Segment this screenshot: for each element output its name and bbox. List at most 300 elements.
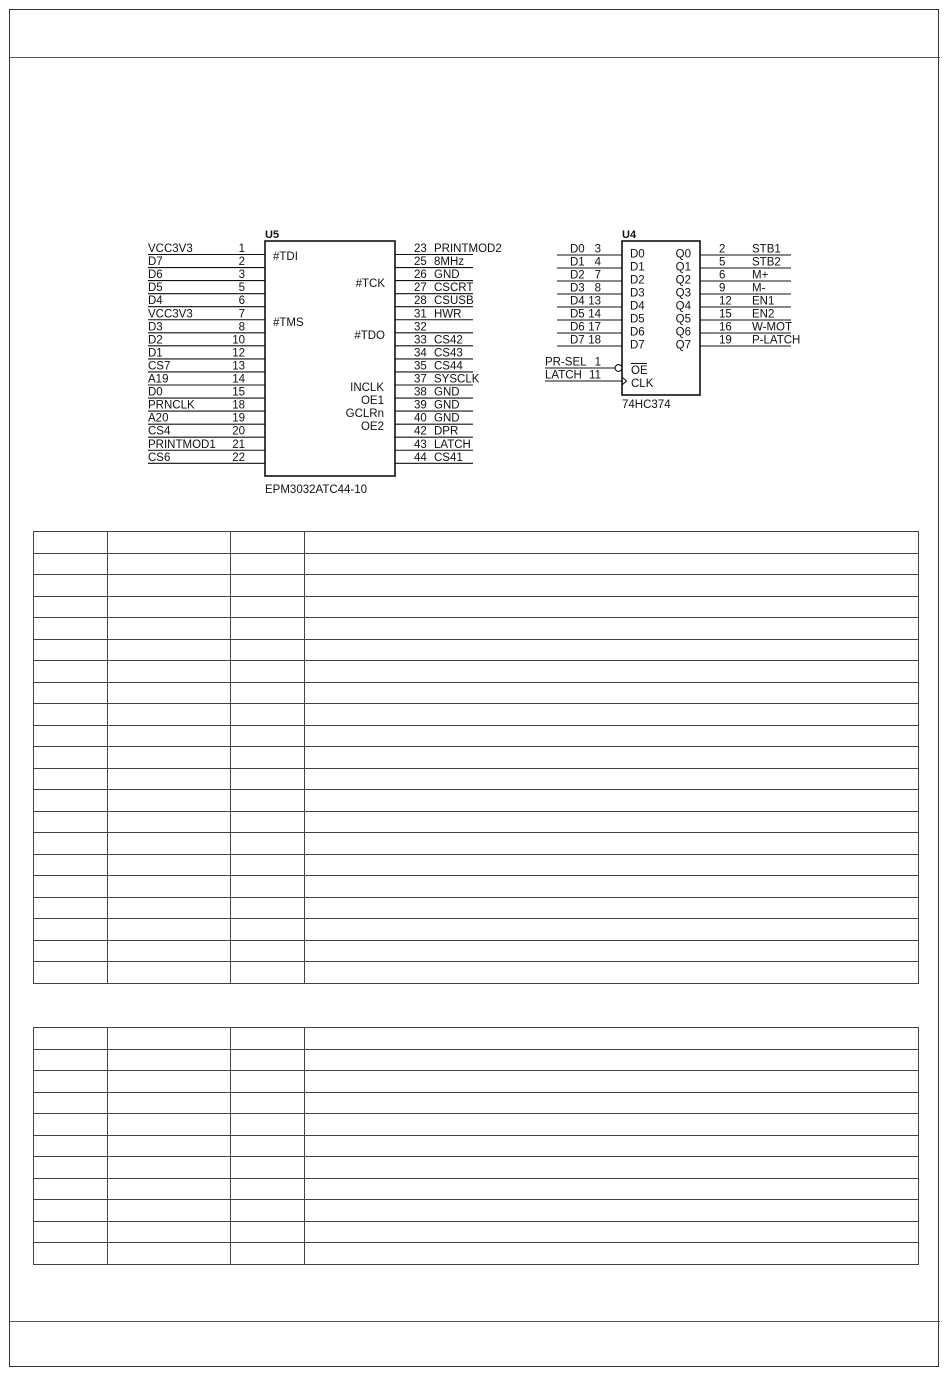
u5-left-pin-num: 19: [232, 412, 245, 425]
table-row: [34, 639, 919, 661]
u4-input-pin-num: 14: [588, 308, 601, 321]
u5-right-net: GND: [434, 269, 460, 282]
table-cell: [34, 962, 108, 984]
u4-output-pin-label: Q6: [675, 326, 691, 339]
table-cell: [305, 833, 919, 855]
u5-ref: U5: [265, 229, 280, 241]
u4-output-pin-num: 19: [719, 334, 732, 347]
table-cell: [34, 532, 108, 554]
table-cell: [108, 811, 231, 833]
u5-right-net: CS41: [434, 451, 463, 464]
u4-input-net: D0: [570, 243, 585, 256]
table-cell: [305, 1221, 919, 1243]
u5-left-net: D7: [148, 256, 163, 269]
u4-input-pin-label: D5: [630, 313, 645, 326]
table-cell: [108, 1178, 231, 1200]
u5-right-net: CS43: [434, 347, 463, 360]
u4-input-pin-num: 13: [588, 295, 601, 308]
u5-pin-function-label: OE1: [360, 395, 384, 407]
table-cell: [231, 1200, 305, 1222]
u5-right-net: 8MHz: [434, 256, 465, 269]
u5-right-pin-num: 44: [414, 451, 427, 464]
u5-pin-function-label: #TDO: [354, 330, 385, 342]
table-row: [34, 747, 919, 769]
table-cell: [108, 940, 231, 962]
table-cell: [34, 1028, 108, 1050]
u5-right-net: CS42: [434, 334, 463, 347]
u5-left-net: D3: [148, 321, 163, 334]
table-cell: [231, 553, 305, 575]
table-cell: [108, 1049, 231, 1071]
table-cell: [108, 1071, 231, 1093]
table-cell: [231, 639, 305, 661]
u4-input-pin-num: 3: [594, 243, 601, 256]
u5-pin-function-label: #TMS: [273, 317, 304, 329]
table-row: [34, 575, 919, 597]
table-cell: [305, 1114, 919, 1136]
u5-left-pin-num: 8: [238, 321, 245, 334]
table-cell: [231, 725, 305, 747]
pin-table-2: [33, 1027, 919, 1265]
u4-input-pin-num: 18: [588, 334, 601, 347]
table-cell: [231, 1178, 305, 1200]
table-row: [34, 682, 919, 704]
table-cell: [34, 940, 108, 962]
table-cell: [305, 639, 919, 661]
table-cell: [305, 747, 919, 769]
table-cell: [231, 682, 305, 704]
u5-right-pin-num: 28: [414, 295, 427, 308]
table-cell: [231, 790, 305, 812]
table-cell: [305, 1243, 919, 1265]
table-cell: [34, 1114, 108, 1136]
table-cell: [231, 854, 305, 876]
table-cell: [34, 639, 108, 661]
u5-left-pin-num: 15: [232, 386, 245, 399]
u4-input-pin-label: D3: [630, 287, 645, 300]
table-cell: [231, 962, 305, 984]
table-row: [34, 768, 919, 790]
u4-control-pin-num: 1: [594, 356, 601, 369]
u4-output-pin-label: Q3: [675, 287, 691, 300]
table-row: [34, 1049, 919, 1071]
u4-output-net: M+: [752, 269, 769, 282]
u4-input-pin-num: 17: [588, 321, 601, 334]
table-row: [34, 854, 919, 876]
table-cell: [34, 575, 108, 597]
table-row: [34, 532, 919, 554]
u5-right-net: SYSCLK: [434, 373, 480, 386]
u5-left-pin-num: 14: [232, 373, 245, 386]
u5-right-pin-num: 32: [414, 321, 427, 334]
table-cell: [108, 790, 231, 812]
table-row: [34, 661, 919, 683]
table-row: [34, 596, 919, 618]
u5-left-net: A20: [148, 412, 169, 425]
u4-input-pin-num: 4: [594, 256, 601, 269]
table-cell: [231, 833, 305, 855]
u4-input-pin-label: D2: [630, 274, 645, 287]
table-cell: [34, 1243, 108, 1265]
table-cell: [34, 1178, 108, 1200]
pin-table-1: [33, 531, 919, 984]
u5-right-net: DPR: [434, 425, 459, 438]
u4-output-net: STB2: [752, 256, 781, 269]
u4-output-net: EN1: [752, 295, 775, 308]
u4-output-pin-label: Q2: [675, 274, 691, 287]
table-cell: [231, 1071, 305, 1093]
u5-left-pin-num: 2: [238, 256, 245, 269]
u5-right-pin-num: 34: [414, 347, 427, 360]
table-cell: [34, 1071, 108, 1093]
u5-left-net: D4: [148, 295, 163, 308]
table-cell: [305, 854, 919, 876]
table-cell: [34, 661, 108, 683]
table-cell: [34, 747, 108, 769]
table-row: [34, 919, 919, 941]
u5-left-net: D2: [148, 334, 163, 347]
table-row: [34, 1135, 919, 1157]
table-cell: [34, 1135, 108, 1157]
u4-input-pin-label: D7: [630, 339, 645, 352]
table-cell: [231, 532, 305, 554]
u5-right-pin-num: 39: [414, 399, 427, 412]
table-cell: [108, 876, 231, 898]
u5-right-net: GND: [434, 399, 460, 412]
table-cell: [305, 768, 919, 790]
table-cell: [231, 940, 305, 962]
u5-left-pin-num: 1: [238, 243, 245, 255]
table-cell: [34, 811, 108, 833]
table-cell: [305, 1028, 919, 1050]
u5-left-net: D0: [148, 386, 163, 399]
table-cell: [231, 661, 305, 683]
table-cell: [231, 1114, 305, 1136]
u4-output-pin-label: Q7: [675, 339, 691, 352]
table-row: [34, 897, 919, 919]
u4-output-net: M-: [752, 282, 766, 295]
table-cell: [305, 790, 919, 812]
table-cell: [34, 1200, 108, 1222]
u4-part: 74HC374: [622, 399, 671, 411]
u4-output-net: EN2: [752, 308, 775, 321]
u5-left-net: A19: [148, 373, 169, 386]
table-cell: [231, 747, 305, 769]
u5-left-pin-num: 3: [238, 269, 245, 282]
table-cell: [231, 1092, 305, 1114]
table-row: [34, 725, 919, 747]
table-cell: [34, 682, 108, 704]
u4-output-pin-num: 16: [719, 321, 732, 334]
table-cell: [108, 1221, 231, 1243]
u5-right-net: GND: [434, 412, 460, 425]
u5-right-pin-num: 38: [414, 386, 427, 399]
u5-left-net: D1: [148, 347, 163, 360]
u5-right-net: HWR: [434, 308, 462, 321]
table-cell: [108, 596, 231, 618]
table-row: [34, 1157, 919, 1179]
u4-output-pin-label: Q1: [675, 261, 691, 274]
u4-output-pin-label: Q0: [675, 248, 691, 261]
u4-output-net: W-MOT: [752, 321, 793, 334]
u4-output-pin-num: 5: [719, 256, 726, 269]
table-row: [34, 1028, 919, 1050]
table-cell: [34, 919, 108, 941]
table-cell: [108, 962, 231, 984]
u5-right-pin-num: 35: [414, 360, 427, 373]
table-cell: [108, 1135, 231, 1157]
u4-input-pin-num: 8: [594, 282, 601, 295]
table-cell: [34, 854, 108, 876]
table-cell: [34, 897, 108, 919]
table-cell: [108, 704, 231, 726]
table-row: [34, 833, 919, 855]
u4-input-pin-label: D1: [630, 261, 645, 274]
table-cell: [305, 897, 919, 919]
u5-left-net: PRNCLK: [148, 399, 195, 412]
table-cell: [34, 833, 108, 855]
table-row: [34, 1178, 919, 1200]
table-cell: [108, 725, 231, 747]
u4-output-pin-num: 15: [719, 308, 732, 321]
u5-left-pin-num: 20: [232, 425, 245, 438]
schematic-diagram: [0, 0, 950, 520]
table-cell: [34, 725, 108, 747]
table-cell: [34, 1092, 108, 1114]
u4-control-pin-label: OE: [631, 365, 648, 377]
table-cell: [305, 811, 919, 833]
table-cell: [305, 962, 919, 984]
u5-left-net: CS7: [148, 360, 171, 373]
u5-right-net: LATCH: [434, 438, 471, 451]
u4-control-pin-num: 11: [589, 369, 601, 382]
table-cell: [34, 704, 108, 726]
u4-output-pin-num: 6: [719, 269, 726, 282]
u5-right-net: PRINTMOD2: [434, 243, 502, 255]
u4-output-pin-num: 2: [719, 243, 726, 256]
u5-left-net: CS6: [148, 451, 171, 464]
table-cell: [108, 1243, 231, 1265]
table-row: [34, 1200, 919, 1222]
u4-output-net: STB1: [752, 243, 781, 256]
u5-left-pin-num: 12: [232, 347, 245, 360]
u5-right-pin-num: 27: [414, 282, 427, 295]
u4-input-pin-label: D6: [630, 326, 645, 339]
table-cell: [305, 553, 919, 575]
table-cell: [108, 575, 231, 597]
u5-left-net: VCC3V3: [148, 308, 193, 321]
u4-input-net: D5: [570, 308, 585, 321]
u5-left-pin-num: 21: [232, 438, 245, 451]
table-cell: [305, 596, 919, 618]
u5-left-pin-num: 13: [232, 360, 245, 373]
u5-left-pin-num: 22: [232, 451, 245, 464]
table-cell: [108, 919, 231, 941]
table-cell: [231, 1135, 305, 1157]
u5-left-net: D5: [148, 282, 163, 295]
table-cell: [231, 618, 305, 640]
u4-control-pin-label: CLK: [631, 378, 654, 390]
table-cell: [231, 919, 305, 941]
u5-left-net: PRINTMOD1: [148, 438, 216, 451]
u5-right-pin-num: 42: [414, 425, 427, 438]
table-row: [34, 790, 919, 812]
u5-left-pin-num: 5: [238, 282, 245, 295]
u4-output-pin-num: 12: [719, 295, 732, 308]
u5-left-net: CS4: [148, 425, 171, 438]
table-cell: [34, 1221, 108, 1243]
table-cell: [305, 618, 919, 640]
u5-left-pin-num: 7: [238, 308, 245, 321]
table-cell: [34, 768, 108, 790]
u4-control-net: PR-SEL: [545, 356, 587, 369]
table-cell: [305, 1071, 919, 1093]
u4-input-net: D6: [570, 321, 585, 334]
table-cell: [108, 897, 231, 919]
table-row: [34, 618, 919, 640]
u5-part: EPM3032ATC44-10: [265, 484, 368, 496]
table-cell: [108, 854, 231, 876]
table-row: [34, 1221, 919, 1243]
table-cell: [231, 876, 305, 898]
u5-right-pin-num: 31: [414, 308, 427, 321]
table-cell: [108, 1028, 231, 1050]
u5-right-pin-num: 26: [414, 269, 427, 282]
u4-control-net: LATCH: [545, 369, 582, 382]
table-cell: [231, 1049, 305, 1071]
table-cell: [305, 682, 919, 704]
table-cell: [34, 790, 108, 812]
u4-input-pin-label: D4: [630, 300, 645, 313]
table-cell: [34, 553, 108, 575]
u5-left-pin-num: 10: [232, 334, 245, 347]
u5-pin-function-label: GCLRn: [345, 408, 384, 420]
u5-chip: [148, 229, 502, 496]
table-cell: [108, 532, 231, 554]
u5-body: [265, 241, 395, 476]
table-cell: [231, 1157, 305, 1179]
u4-chip: [545, 229, 800, 411]
u5-pin-function-label: #TDI: [273, 251, 298, 263]
table-cell: [231, 897, 305, 919]
table-cell: [108, 639, 231, 661]
table-cell: [305, 532, 919, 554]
table-row: [34, 1243, 919, 1265]
table-cell: [305, 661, 919, 683]
u4-input-net: D1: [570, 256, 585, 269]
u5-left-pin-num: 18: [232, 399, 245, 412]
u4-output-pin-label: Q4: [675, 300, 691, 313]
table-cell: [231, 768, 305, 790]
u5-right-net: CSCRT: [434, 282, 474, 295]
u5-right-pin-num: 23: [414, 243, 427, 255]
table-cell: [108, 682, 231, 704]
table-cell: [108, 618, 231, 640]
table-cell: [305, 940, 919, 962]
u4-input-net: D3: [570, 282, 585, 295]
table-cell: [305, 704, 919, 726]
table-cell: [231, 575, 305, 597]
u5-right-pin-num: 43: [414, 438, 427, 451]
u4-input-pin-num: 7: [594, 269, 601, 282]
table-row: [34, 876, 919, 898]
table-cell: [108, 1114, 231, 1136]
u5-pin-function-label: OE2: [360, 421, 384, 433]
u5-left-pin-num: 6: [238, 295, 245, 308]
u5-pin-function-label: #TCK: [355, 278, 385, 290]
table-cell: [108, 1157, 231, 1179]
u5-right-pin-num: 33: [414, 334, 427, 347]
table-cell: [108, 1092, 231, 1114]
table-cell: [34, 618, 108, 640]
table-row: [34, 1071, 919, 1093]
table-cell: [34, 876, 108, 898]
table-cell: [231, 1221, 305, 1243]
u5-left-net: D6: [148, 269, 163, 282]
table-row: [34, 704, 919, 726]
u4-ref: U4: [622, 229, 637, 241]
u4-output-net: P-LATCH: [752, 334, 801, 347]
u5-right-pin-num: 37: [414, 373, 427, 386]
table-cell: [231, 704, 305, 726]
u4-output-pin-num: 9: [719, 282, 726, 295]
u5-left-net: VCC3V3: [148, 243, 193, 255]
table-cell: [305, 919, 919, 941]
u5-right-net: GND: [434, 386, 460, 399]
table-cell: [305, 876, 919, 898]
table-row: [34, 553, 919, 575]
u5-right-pin-num: 40: [414, 412, 427, 425]
u4-oe-inversion-bubble: [615, 365, 622, 372]
table-cell: [108, 833, 231, 855]
table-cell: [34, 1049, 108, 1071]
u5-right-net: CS44: [434, 360, 463, 373]
u5-right-pin-num: 25: [414, 256, 427, 269]
table-cell: [305, 1200, 919, 1222]
u4-input-pin-label: D0: [630, 248, 645, 261]
table-cell: [34, 1157, 108, 1179]
footer-divider: [9, 1321, 940, 1322]
table-cell: [231, 596, 305, 618]
table-cell: [34, 596, 108, 618]
table-row: [34, 940, 919, 962]
u4-input-net: D7: [570, 334, 585, 347]
table-cell: [305, 1178, 919, 1200]
table-cell: [305, 725, 919, 747]
u5-pin-function-label: INCLK: [350, 382, 384, 394]
table-cell: [108, 768, 231, 790]
table-cell: [231, 811, 305, 833]
table-cell: [108, 747, 231, 769]
u4-input-net: D4: [570, 295, 585, 308]
table-cell: [231, 1028, 305, 1050]
table-cell: [305, 1092, 919, 1114]
table-row: [34, 1092, 919, 1114]
table-cell: [305, 1135, 919, 1157]
table-cell: [305, 1157, 919, 1179]
u4-input-net: D2: [570, 269, 585, 282]
table-cell: [108, 1200, 231, 1222]
u4-output-pin-label: Q5: [675, 313, 691, 326]
table-row: [34, 811, 919, 833]
u5-right-net: CSUSB: [434, 295, 474, 308]
table-cell: [231, 1243, 305, 1265]
table-row: [34, 1114, 919, 1136]
table-cell: [108, 553, 231, 575]
table-row: [34, 962, 919, 984]
table-cell: [108, 661, 231, 683]
table-cell: [305, 1049, 919, 1071]
